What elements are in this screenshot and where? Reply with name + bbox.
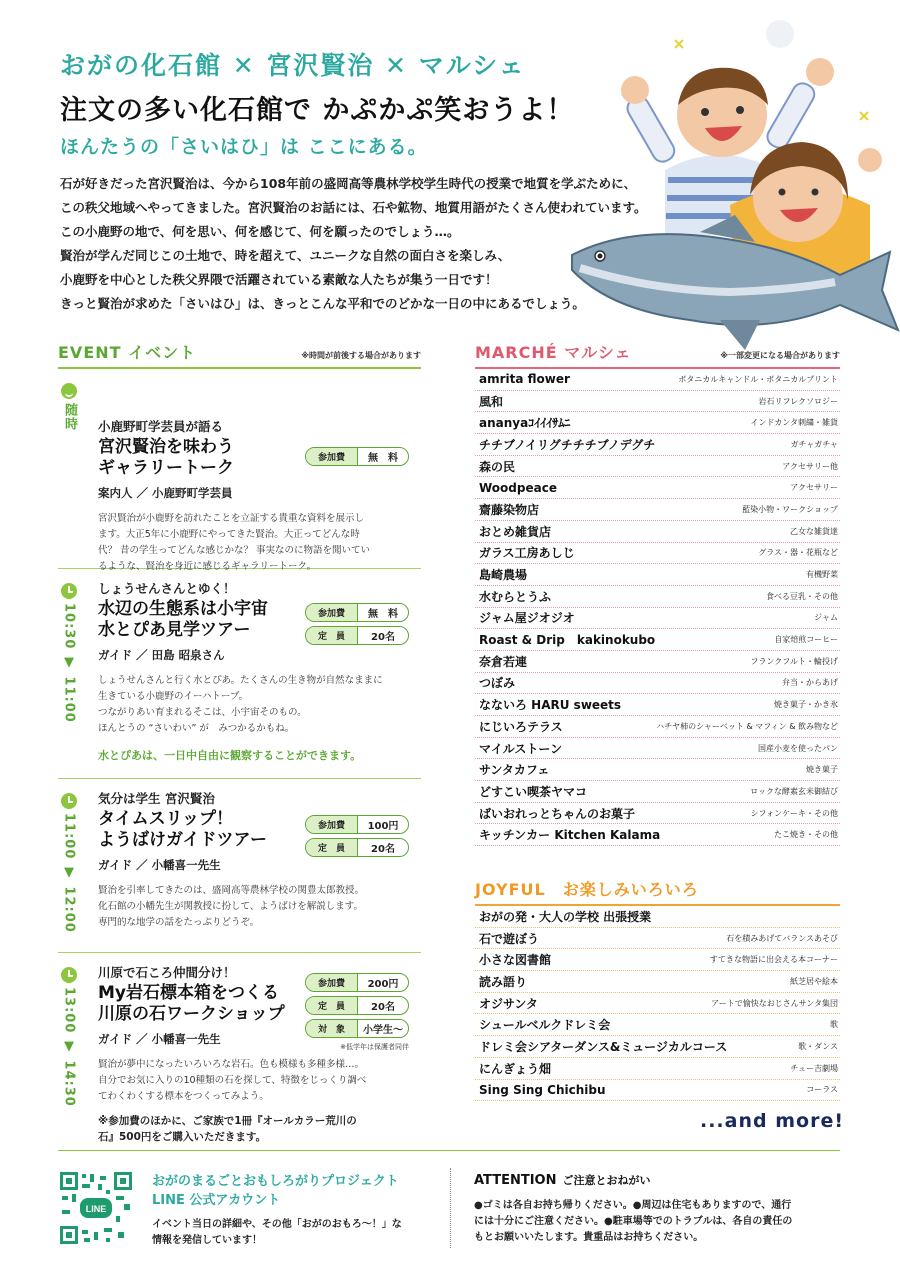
event-title-line: 宮沢賢治を味わう [98, 437, 234, 457]
event-description [98, 673, 420, 737]
event-time-text: 随時 [62, 403, 77, 431]
event-title-line: 水とぴあ見学ツアー [98, 620, 251, 640]
desc-line: 宮沢賢治が小鹿野を訪れたことを立証する貴重な資料を展示し [98, 513, 365, 524]
line-desc-line: 情報を発信しています！ [152, 1235, 262, 1246]
fee-note: ※低学年は保護者同伴 [340, 1043, 409, 1051]
joyful-row [475, 949, 840, 971]
marche-desc: 岩石リフレクソロジー [758, 396, 838, 406]
event-title [98, 983, 420, 1025]
fee-value: 100円 [367, 821, 399, 832]
fee-key: 参加費 [306, 604, 358, 621]
marche-list [475, 369, 840, 846]
event-description [98, 883, 420, 931]
marche-row [475, 824, 840, 846]
joyful-desc: 紙芝居や絵本 [790, 976, 838, 986]
fee-value: 20名 [371, 844, 395, 855]
event-note-text [98, 1113, 420, 1145]
event-time [60, 383, 78, 435]
joyful-heading: JOYFUL お楽しみいろいろ [475, 880, 699, 899]
marche-name: チチブノイリグチチチブノデグチ [479, 437, 656, 452]
desc-line: 賢治を引率してきたのは、盛岡高等農林学校の関豊太郎教授。 [98, 885, 365, 896]
fee-key: 参加費 [306, 974, 358, 991]
desc-line: 化石館の小幡先生が関教授に扮して、ようばけを解説します。 [98, 901, 364, 912]
event-description [98, 511, 420, 575]
marche-row [475, 499, 840, 521]
note-line: ※参加費のほかに、ご家族で1冊『オールカラー荒川の [98, 1115, 357, 1127]
footer-separator [450, 1168, 451, 1248]
desc-line: るような、賢治を身近に感じるギャラリートーク。 [98, 561, 317, 572]
marche-name: サンタカフェ [479, 763, 550, 778]
marche-row [475, 543, 840, 565]
marche-row [475, 586, 840, 608]
marche-desc: ロックな酵素玄米御結び [750, 786, 838, 796]
joyful-heading-row [475, 877, 840, 906]
marche-name: 風和 [479, 394, 504, 409]
marche-desc: 焼き菓子・かき氷 [774, 700, 838, 710]
marche-row [475, 716, 840, 738]
desc-line: つながりあい育まれるそこは、小宇宙そのもの。 [98, 707, 307, 718]
attention-title-ja: ご注意とおねがい [562, 1174, 651, 1187]
joyful-name: オジサンタ [479, 996, 538, 1011]
marche-row [475, 673, 840, 695]
joyful-row [475, 1080, 840, 1102]
marche-row [475, 781, 840, 803]
marche-desc: たこ焼き・その他 [774, 830, 838, 840]
marche-desc: ハチヤ柿のシャーベット & マフィン & 飲み物など [656, 721, 838, 731]
joyful-name: 読み語り [479, 974, 528, 989]
intro-line: この秩父地域へやってきました。宮沢賢治のお話には、石や鉱物、地質用語がたくさん使われています。 [60, 200, 647, 215]
joyful-desc: 歌 [830, 1020, 838, 1030]
marche-name: ばいおれっとちゃんのお菓子 [479, 806, 636, 821]
event-title [98, 437, 420, 479]
fee-key: 対 象 [306, 1020, 358, 1037]
event-body [98, 963, 420, 1145]
marche-row [475, 369, 840, 391]
joyful-name: シュールベルクドレミ会 [479, 1018, 611, 1033]
intro-line: 賢治が学んだ同じこの土地で、時を超えて、ユニークな自然の面白さを楽しみ、 [60, 248, 511, 263]
fee-key: 参加費 [306, 816, 358, 833]
marche-row [475, 564, 840, 586]
event-note: ※時間が前後する場合があります [301, 351, 421, 360]
line-qr-code[interactable] [58, 1170, 134, 1246]
marche-row [475, 651, 840, 673]
fee-value: 無 料 [368, 453, 398, 464]
intro-line: きっと賢治が求めた「さいはひ」は、きっとこんな平和でのどかな一日の中にあるでしょう。 [60, 296, 585, 311]
marche-name: Woodpeace [479, 480, 557, 495]
event-time-text: 10:30 ▼ 11:00 [61, 603, 77, 723]
marche-row [475, 456, 840, 478]
event-section [58, 340, 421, 1149]
smile-icon [61, 383, 77, 399]
clock-icon [61, 967, 77, 983]
marche-desc: 自家焙煎コーヒー [774, 635, 838, 645]
joyful-row [475, 993, 840, 1015]
marche-name: ジャム屋ジオジオ [479, 611, 575, 626]
joyful-name: にんぎょう畑 [479, 1061, 552, 1076]
marche-desc: 食べる豆乳・その他 [766, 591, 838, 601]
joyful-row [475, 1014, 840, 1036]
marche-desc: 弁当・からあげ [782, 678, 838, 688]
event-heading: EVENT イベント [58, 343, 197, 362]
marche-desc: 有機野菜 [806, 570, 838, 580]
event-time [60, 967, 78, 1111]
joyful-desc: コーラス [806, 1085, 838, 1095]
joyful-row [475, 1058, 840, 1080]
event-item [58, 569, 421, 779]
desc-line: 賢治が夢中になったいろいろな岩石。色も模様も多種多様…。 [98, 1059, 365, 1070]
line-title-line: LINE 公式アカウント [152, 1193, 281, 1208]
marche-name: にじいろテラス [479, 719, 563, 734]
event-guide: ガイド ／ 小幡喜一先生 [98, 1032, 221, 1046]
footer-divider [58, 1150, 840, 1151]
desc-line: しょうせんさんと行く水とぴあ。たくさんの生き物が自然なままに [98, 675, 383, 686]
joyful-desc: 歌・ダンス [798, 1041, 838, 1051]
marche-desc: 藍染小物・ワークショップ [742, 504, 838, 514]
joyful-desc: チュー吉劇場 [790, 1063, 838, 1073]
event-body [98, 379, 420, 575]
event-time-text: 13:00 ▼ 14:30 [61, 987, 77, 1107]
header-main-title: 注文の多い化石館で かぷかぷ笑おうよ！ [60, 95, 575, 126]
marche-row [475, 694, 840, 716]
marche-row [475, 803, 840, 825]
fee-value: 小学生〜 [363, 1025, 403, 1036]
marche-name: 島崎農場 [479, 568, 528, 583]
joyful-section [475, 877, 840, 1101]
desc-line: ほんとうの “さいわい” が みつかるかもね。 [98, 723, 295, 734]
header-subtitle: ほんたうの「さいはひ」は ここにある。 [60, 136, 428, 158]
children-fish-illustration [570, 20, 900, 365]
event-title-line: ギャラリートーク [98, 458, 234, 478]
marche-row [475, 477, 840, 499]
marche-row [475, 391, 840, 413]
joyful-desc: 石を積みあげてバランスあそび [726, 933, 838, 943]
intro-line: 小鹿野を中心とした秩父界隈で活躍されている素敵な人たちが集う一日です！ [60, 272, 498, 287]
event-item [58, 369, 421, 572]
marche-heading-row [475, 340, 840, 369]
marche-name: ananyaｺｲｲｲｻﾑﾆ [479, 416, 571, 431]
fee-key: 定 員 [306, 627, 358, 644]
marche-name: Roast & Drip kakinokubo [479, 633, 656, 648]
desc-line: てわくわくする標本をつくってみよう。 [98, 1091, 269, 1102]
fee-value: 20名 [371, 1002, 395, 1013]
attention-line: もとお願いいたします。貴重品はお持ちください。 [474, 1232, 704, 1243]
event-title-line: 川原の石ワークショップ [98, 1004, 285, 1024]
attention-line: には十分にご注意ください。●駐車場等でのトラブルは、各自の責任の [474, 1216, 793, 1227]
joyful-name: 石で遊ぼう [479, 931, 540, 946]
marche-name: 水むらとうふ [479, 589, 552, 604]
attention-body [474, 1198, 842, 1246]
intro-line: この小鹿野の地で、何を思い、何を感じて、何を願ったのでしょう…。 [60, 224, 460, 239]
desc-line: 専門的な地学の話をたっぷりどうぞ。 [98, 917, 260, 928]
clock-icon [61, 793, 77, 809]
marche-desc: 乙女な雑貨達 [790, 526, 838, 536]
event-heading-row [58, 340, 421, 369]
marche-name: おとめ雑貨店 [479, 524, 552, 539]
event-time [60, 583, 78, 727]
desc-line: ます。大正5年に小鹿野にやってきた賢治。大正ってどんな時 [98, 529, 360, 540]
intro-line: 石が好きだった宮沢賢治は、今から108年前の盛岡高等農林学校学生時代の授業で地質を学ぶために、 [60, 176, 637, 191]
marche-name: 齋藤染物店 [479, 502, 540, 517]
joyful-row [475, 1036, 840, 1058]
marche-name: 森の民 [479, 459, 516, 474]
fee-key: 定 員 [306, 997, 358, 1014]
fee-value: 無 料 [368, 609, 398, 620]
line-account-description [152, 1217, 402, 1249]
marche-desc: シフォンケーキ・その他 [750, 808, 838, 818]
marche-desc: 焼き菓子 [806, 765, 838, 775]
marche-name: どすこい喫茶ヤマコ [479, 784, 588, 799]
event-kicker: 気分は学生 宮沢賢治 [98, 791, 215, 806]
event-kicker: 川原で石ころ仲間分け！ [98, 965, 236, 980]
line-account-title [152, 1172, 399, 1210]
marche-desc: ボタニカルキャンドル・ボタニカルプリント [678, 374, 838, 384]
joyful-name: ドレミ会シアターダンス&ミュージカルコース [479, 1039, 728, 1054]
attention-title-en: ATTENTION [474, 1173, 557, 1188]
event-title-line: My岩石標本箱をつくる [98, 983, 279, 1003]
marche-name: 奈倉若連 [479, 654, 528, 669]
event-title [98, 809, 420, 851]
fee-value: 200円 [367, 979, 399, 990]
line-title-line: おがのまるごとおもしろがりプロジェクト [152, 1174, 399, 1189]
event-guide: 案内人 ／ 小鹿野町学芸員 [98, 486, 233, 500]
marche-row [475, 738, 840, 760]
marche-name: なないろ HARU sweets [479, 698, 622, 713]
qr-label: LINE [85, 1204, 107, 1214]
joyful-row [475, 971, 840, 993]
fee-value: 20名 [371, 632, 395, 643]
marche-desc: グラス・器・花瓶など [758, 548, 838, 558]
marche-section [475, 340, 840, 846]
marche-desc: 国産小麦を使ったパン [758, 743, 838, 753]
event-body [98, 789, 420, 931]
event-kicker: 小鹿野町学芸員が語る [98, 419, 224, 434]
marche-heading: MARCHÉ マルシェ [475, 343, 632, 362]
marche-desc: インドカンタ刺繍・雑貨 [750, 418, 838, 428]
joyful-row [475, 906, 840, 928]
and-more-text: ...and more! [700, 1110, 844, 1132]
marche-row [475, 412, 840, 434]
marche-row [475, 608, 840, 630]
joyful-row [475, 928, 840, 950]
joyful-desc: アートで愉快なおじさんサンタ集団 [710, 998, 838, 1008]
marche-desc: ジャム [814, 613, 838, 623]
event-guide: ガイド ／ 田島 昭泉さん [98, 648, 225, 662]
marche-desc: ガチャガチャ [790, 439, 838, 449]
marche-row [475, 521, 840, 543]
event-guide: ガイド ／ 小幡喜一先生 [98, 858, 221, 872]
marche-desc: アクセサリー他 [782, 461, 838, 471]
event-title [98, 599, 420, 641]
event-title-line: タイムスリップ！ [98, 809, 233, 829]
marche-desc: アクセサリー [790, 483, 838, 493]
marche-row [475, 434, 840, 456]
attention-line: ●ゴミは各自お持ち帰りください。●周辺は住宅もありますので、通行 [474, 1200, 792, 1211]
desc-line: 代？ 昔の学生ってどんな感じかな？ 事実なのに物語を聞いてい [98, 545, 371, 556]
desc-line: 生きている小鹿野のイーハトーブ。 [98, 691, 249, 702]
joyful-name: おがの発・大人の学校 出張授業 [479, 909, 652, 924]
event-title-line: ようばけガイドツアー [98, 830, 267, 850]
joyful-name: 小さな図書館 [479, 953, 552, 968]
joyful-list [475, 906, 840, 1101]
joyful-name: Sing Sing Chichibu [479, 1082, 606, 1097]
marche-name: マイルストーン [479, 741, 563, 756]
event-time-text: 11:00 ▼ 12:00 [61, 813, 77, 933]
line-desc-line: イベント当日の詳細や、その他「おがのおもろ〜！」な [152, 1219, 402, 1230]
marche-note: ※一部変更になる場合があります [720, 351, 840, 360]
joyful-desc: すてきな物語に出会える本コーナー [709, 955, 838, 965]
event-item [58, 779, 421, 953]
event-item [58, 953, 421, 1149]
marche-name: ガラス工房あしじ [479, 546, 575, 561]
marche-name: つぼみ [479, 676, 516, 691]
fee-key: 定 員 [306, 839, 358, 856]
note-line: 石』500円をご購入いただきます。 [98, 1131, 267, 1143]
event-kicker: しょうせんさんとゆく！ [98, 581, 236, 596]
marche-name: amrita flower [479, 372, 570, 387]
marche-desc: フランクフルト・輪投げ [750, 656, 838, 666]
fee-key: 参加費 [306, 448, 358, 465]
marche-row [475, 629, 840, 651]
event-highlight: 水とぴあは、一日中自由に観察することができます。 [98, 749, 362, 762]
attention-title [474, 1172, 650, 1188]
desc-line: 自分でお気に入りの10種類の石を探して、特徴をじっくり調べ [98, 1075, 367, 1086]
marche-row [475, 759, 840, 781]
clock-icon [61, 583, 77, 599]
event-body [98, 579, 420, 763]
header-title: おがの化石館 ✕ 宮沢賢治 ✕ マルシェ [60, 51, 526, 80]
event-title-line: 水辺の生態系は小宇宙 [98, 599, 268, 619]
marche-name: キッチンカー Kitchen Kalama [479, 828, 661, 843]
event-time [60, 793, 78, 937]
event-description [98, 1057, 420, 1105]
